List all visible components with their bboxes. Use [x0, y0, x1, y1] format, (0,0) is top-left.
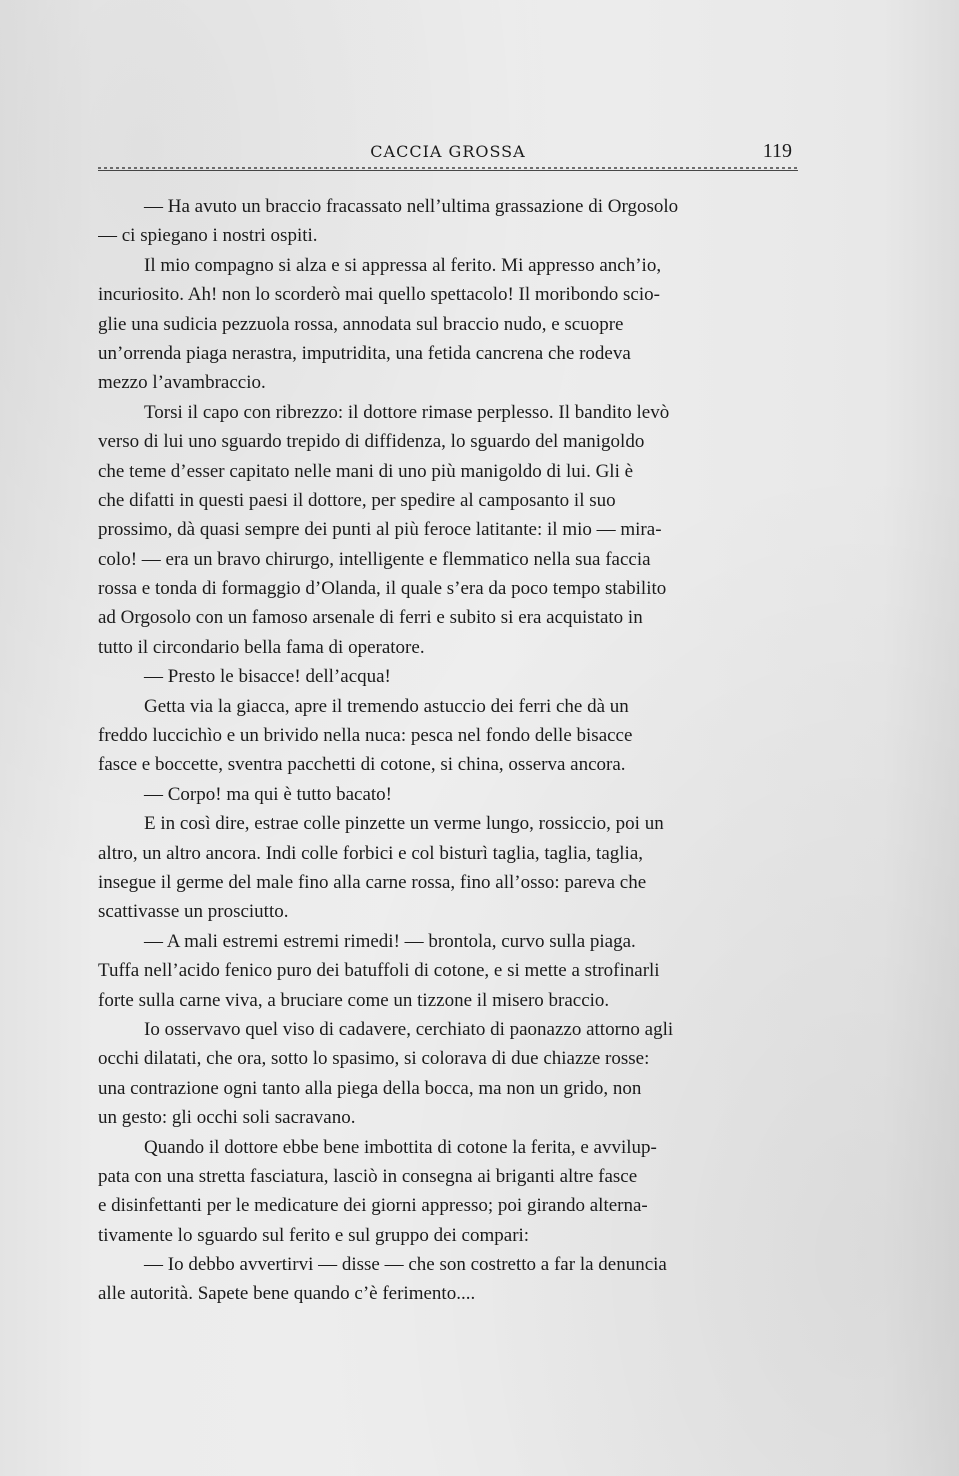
- text-line: — Corpo! ma qui è tutto bacato!: [144, 783, 392, 805]
- text-line: — Io debbo avvertirvi — disse — che son costretto a far la denuncia: [144, 1254, 667, 1276]
- text-line: glie una sudicia pezzuola rossa, annodata sul braccio nudo, e scuopre: [98, 313, 624, 335]
- text-line: Quando il dottore ebbe bene imbottita di cotone la ferita, e avvilup-: [144, 1136, 657, 1158]
- text-line: Torsi il capo con ribrezzo: il dottore rimase perplesso. Il bandito levò: [144, 401, 670, 423]
- header-rule: [98, 167, 798, 171]
- text-line: che teme d’esser capitato nelle mani di uno più manigoldo di lui. Gli è: [98, 460, 634, 482]
- text-line: pata con una stretta fasciatura, lasciò in consegna ai briganti altre fasce: [98, 1165, 638, 1187]
- text-line: una contrazione ogni tanto alla piega della bocca, ma non un grido, non: [98, 1077, 642, 1099]
- text-line: che difatti in questi paesi il dottore, per spedire al camposanto il suo: [98, 489, 616, 511]
- text-line: freddo luccichìo e un brivido nella nuca: pesca nel fondo delle bisacce: [98, 725, 633, 747]
- text-line: altro, un altro ancora. Indi colle forbici e col bisturì taglia, taglia, taglia,: [98, 842, 643, 864]
- text-line: — Presto le bisacce! dell’acqua!: [144, 666, 391, 688]
- text-line: alle autorità. Sapete bene quando c’è ferimento....: [98, 1283, 476, 1305]
- text-line: occhi dilatati, che ora, sotto lo spasimo, si colorava di due chiazze rosse:: [98, 1048, 650, 1070]
- text-line: un’orrenda piaga nerastra, imputridita, una fetida cancrena che rodeva: [98, 342, 631, 364]
- text-line: — A mali estremi estremi rimedi! — brontola, curvo sulla piaga.: [144, 930, 636, 952]
- text-line: tutto il circondario bella fama di operatore.: [98, 636, 425, 658]
- text-line: E in così dire, estrae colle pinzette un verme lungo, rossiccio, poi un: [144, 813, 664, 835]
- text-line: — ci spiegano i nostri ospiti.: [98, 225, 318, 247]
- text-line: verso di lui uno sguardo trepido di diffidenza, lo sguardo del manigoldo: [98, 431, 645, 453]
- text-line: Il mio compagno si alza e si appressa al ferito. Mi appresso anch’io,: [144, 254, 662, 276]
- text-line: forte sulla carne viva, a bruciare come un tizzone il misero braccio.: [98, 989, 610, 1011]
- text-line: incuriosito. Ah! non lo scorderò mai quello spettacolo! Il moribondo scio-: [98, 284, 660, 306]
- text-line: colo! — era un bravo chirurgo, intelligente e flemmatico nella sua faccia: [98, 548, 651, 570]
- text-line: Getta via la giacca, apre il tremendo astuccio dei ferri che dà un: [144, 695, 629, 717]
- text-line: e disinfettanti per le medicature dei giorni appresso; poi girando alterna-: [98, 1195, 648, 1217]
- page-number: 119: [762, 140, 792, 162]
- text-line: Tuffa nell’acido fenico puro dei batuffoli di cotone, e si mette a strofinarli: [98, 960, 660, 982]
- page-header: [98, 138, 798, 176]
- text-line: scattivasse un prosciutto.: [98, 901, 289, 923]
- text-line: rossa e tonda di formaggio d’Olanda, il quale s’era da poco tempo stabilito: [98, 578, 667, 600]
- text-line: un gesto: gli occhi soli sacravano.: [98, 1107, 356, 1129]
- text-line: — Ha avuto un braccio fracassato nell’ultima grassazione di Orgosolo: [144, 196, 679, 217]
- body-text: [98, 192, 798, 1309]
- text-line: ad Orgosolo con un famoso arsenale di ferri e subito si era acquistato in: [98, 607, 643, 629]
- running-title: CACCIA GROSSA: [370, 142, 526, 161]
- text-line: mezzo l’avambraccio.: [98, 372, 266, 394]
- text-line: prossimo, dà quasi sempre dei punti al più feroce latitante: il mio — mira-: [98, 519, 662, 541]
- text-line: Io osservavo quel viso di cadavere, cerchiato di paonazzo attorno agli: [144, 1018, 674, 1040]
- text-line: tivamente lo sguardo sul ferito e sul gruppo dei compari:: [98, 1224, 530, 1246]
- text-line: fasce e boccette, sventra pacchetti di cotone, si china, osserva ancora.: [98, 754, 626, 776]
- text-line: insegue il germe del male fino alla carne rossa, fino all’osso: pareva che: [98, 871, 647, 893]
